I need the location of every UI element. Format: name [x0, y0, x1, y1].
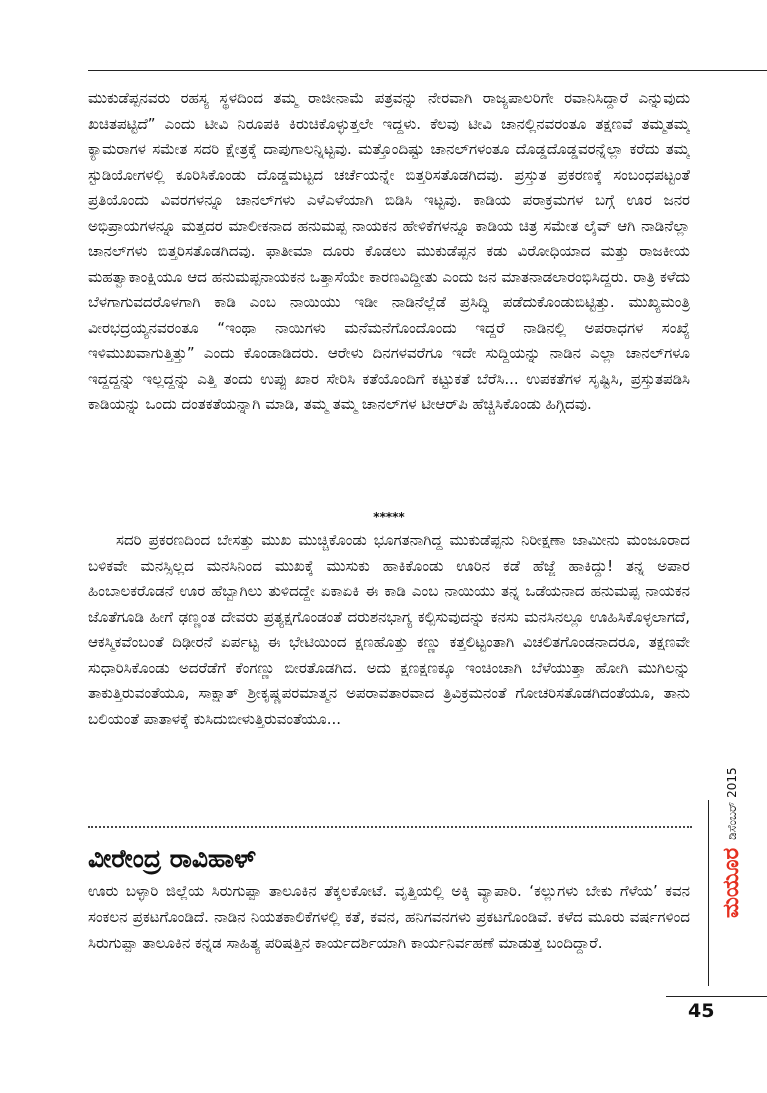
section-separator: ***** — [373, 510, 405, 524]
story-paragraph: ಸದರಿ ಪ್ರಕರಣದಿಂದ ಬೇಸತ್ತು ಮುಖ ಮುಚ್ಚಿಕೊಂಡು ಭೂಗತನಾಗಿದ್ದ ಮುಕುಡೆಪ್ಪನು ನಿರೀಕ್ಷಣಾ ಜಾಮೀನು ಮಂಜೂರಾದ ಬಳಿಕವೇ ಮನಸ್ಸಿಲ್ಲದ ಮನಸಿನಿಂದ ಮುಖಕ್ಕೆ ಮುಸುಕು ಹಾಕಿಕೊಂಡು ಊರಿನ ಕಡೆ ಹೆಜ್ಜೆ ಹಾಕಿದ್ದು! ತನ್ನ ಅಪಾರ ಹಿಂಬಾಲಕರೊಡನೆ ಊರ ಹೆಬ್ಬಾಗಿಲು ತುಳಿದದ್ದೇ ಏಕಾಏಕಿ ಈ ಕಾಡಿ ಎಂಬ ನಾಯಿಯು ತನ್ನ ಒಡೆಯನಾದ ಹನುಮಪ್ಪ ನಾಯಕನ ಜೊತೆಗೂಡಿ ಹೀಗೆ ಢಣ್ಣಂತ ದೇವರು ಪ್ರತ್ಯಕ್ಷಗೊಂಡಂತೆ ದರುಶನಭಾಗ್ಯ ಕಲ್ಪಿಸುವುದನ್ನು ಕನಸು ಮನಸಿನಲ್ಲೂ ಊಹಿಸಿಕೊಳ್ಳಲಾಗದೆ, ಆಕಸ್ಮಿಕವೆಂಬಂತೆ ದಿಢೀರನೆ ಏರ್ಪಟ್ಟ ಈ ಭೇಟಿಯಿಂದ ಕ್ಷಣಹೊತ್ತು ಕಣ್ಣು ಕತ್ತಲಿಟ್ಟಂತಾಗಿ ವಿಚಲಿತಗೊಂಡನಾದರೂ, ತಕ್ಷಣವೇ ಸುಧಾರಿಸಿಕೊಂಡು ಅದರೆಡೆಗೆ ಕೆಂಗಣ್ಣು ಬೀರತೊಡಗಿದ. ಅದು ಕ್ಷಣಕ್ಷಣಕ್ಕೂ ಇಂಚಿಂಚಾಗಿ ಬೆಳೆಯುತ್ತಾ ಹೋಗಿ ಮುಗಿಲನ್ನು ತಾಕುತ್ತಿರುವಂತೆಯೂ, ಸಾಕ್ಷಾತ್ ಶ್ರೀಕೃಷ್ಣಪರಮಾತ್ಮನ ಅಪರಾವತಾರವಾದ ತ್ರಿವಿಕ್ರಮನಂತೆ ಗೋಚರಿಸತೊಡಗಿದಂತೆಯೂ, ತಾನು ಬಲಿಯಂತೆ ಪಾತಾಳಕ್ಕೆ ಕುಸಿದುಬೀಳುತ್ತಿರುವಂತೆಯೂ... — [88, 531, 690, 728]
top-rule — [88, 70, 767, 71]
magazine-logo: ಮಯೂರ — [719, 847, 744, 918]
dotted-divider — [88, 826, 692, 828]
side-rule — [708, 800, 709, 986]
page-number: 45 — [688, 1000, 715, 1022]
author-name: ವೀರೇಂದ್ರ ರಾವಿಹಾಳ್ — [88, 844, 256, 873]
bottom-rule — [666, 996, 767, 997]
author-bio: ಊರು ಬಳ್ಳಾರಿ ಜಿಲ್ಲೆಯ ಸಿರುಗುಪ್ಪಾ ತಾಲೂಕಿನ ತೆಕ್ಕಲಕೋಟೆ. ವೃತ್ತಿಯಲ್ಲಿ ಅಕ್ಕಿ ವ್ಯಾಪಾರಿ. ‘ಕಲ್ಲುಗಳು ಬೇಕು ಗೆಳೆಯ’ ಕವನ ಸಂಕಲನ ಪ್ರಕಟಗೊಂಡಿದೆ. ನಾಡಿನ ನಿಯತಕಾಲಿಕೆಗಳಲ್ಲಿ ಕತೆ, ಕವನ, ಹನಿಗವನಗಳು ಪ್ರಕಟಗೊಂಡಿವೆ. ಕಳೆದ ಮೂರು ವರ್ಷಗಳಿಂದ ಸಿರುಗುಪ್ಪಾ ತಾಲೂಕಿನ ಕನ್ನಡ ಸಾಹಿತ್ಯ ಪರಿಷತ್ತಿನ ಕಾರ್ಯದರ್ಶಿಯಾಗಿ ಕಾರ್ಯನಿರ್ವಹಣೆ ಮಾಡುತ್ತ ಬಂದಿದ್ದಾರೆ. — [88, 882, 690, 952]
sidebar-masthead — [714, 767, 750, 918]
story-text — [88, 86, 690, 758]
story-paragraph: ಮುಕುಡೆಪ್ಪನವರು ರಹಸ್ಯ ಸ್ಥಳದಿಂದ ತಮ್ಮ ರಾಜೀನಾಮೆ ಪತ್ರವನ್ನು ನೇರವಾಗಿ ರಾಜ್ಯಪಾಲರಿಗೇ ರವಾನಿಸಿದ್ದಾರೆ ಎನ್ನುವುದು ಖಚಿತಪಟ್ಟಿದೆ” ಎಂದು ಟೀವಿ ನಿರೂಪಕಿ ಕಿರುಚಿಕೊಳ್ಳುತ್ತಲೇ ಇದ್ದಳು. ಕೆಲವು ಟೀವಿ ಚಾನಲ್ಲಿನವರಂತೂ ತಕ್ಷಣವೆ ತಮ್ಮತಮ್ಮ ಕ್ಯಾಮರಾಗಳ ಸಮೇತ ಸದರಿ ಕ್ಷೇತ್ರಕ್ಕೆ ದಾಪುಗಾಲನ್ನಿಟ್ಟವು. ಮತ್ತೊಂದಿಷ್ಟು ಚಾನಲ್‌ಗಳಂತೂ ದೊಡ್ಡದೊಡ್ಡವರನ್ನೆಲ್ಲಾ ಕರೆದು ತಮ್ಮ ಸ್ಟುಡಿಯೋಗಳಲ್ಲಿ ಕೂರಿಸಿಕೊಂಡು ದೊಡ್ಡಮಟ್ಟದ ಚರ್ಚೆಯನ್ನೇ ಬಿತ್ತರಿಸತೊಡಗಿದವು. ಪ್ರಸ್ತುತ ಪ್ರಕರಣಕ್ಕೆ ಸಂಬಂಧಪಟ್ಟಂತೆ ಪ್ರತಿಯೊಂದು ವಿವರಗಳನ್ನೂ ಚಾನಲ್‌ಗಳು ಎಳೆಎಳೆಯಾಗಿ ಬಿಡಿಸಿ ಇಟ್ಟವು. ಕಾಡಿಯ ಪರಾಕ್ರಮಗಳ ಬಗ್ಗೆ ಊರ ಜನರ ಅಭಿಪ್ರಾಯಗಳನ್ನೂ ಮತ್ತದರ ಮಾಲೀಕನಾದ ಹನುಮಪ್ಪ ನಾಯಕನ ಹೇಳಿಕೆಗಳನ್ನೂ ಕಾಡಿಯ ಚಿತ್ರ ಸಮೇತ ಲೈವ್ ಆಗಿ ನಾಡಿನೆಲ್ಲಾ ಚಾನಲ್‌ಗಳು ಬಿತ್ತರಿಸತೊಡಗಿದವು. ಫಾತೀಮಾ ದೂರು ಕೊಡಲು ಮುಕುಡೆಪ್ಪನ ಕಡು ವಿರೋಧಿಯಾದ ಮತ್ತು ರಾಜಕೀಯ ಮಹತ್ವಾಕಾಂಕ್ಷಿಯೂ ಆದ ಹನುಮಪ್ಪನಾಯಕನ ಒತ್ತಾಸೆಯೇ ಕಾರಣವಿದ್ದೀತು ಎಂದು ಜನ ಮಾತನಾಡಲಾರಂಭಿಸಿದ್ದರು. ರಾತ್ರಿ ಕಳೆದು ಬೆಳಗಾಗುವದರೊಳಗಾಗಿ ಕಾಡಿ ಎಂಬ ನಾಯಿಯು ಇಡೀ ನಾಡಿನೆಲ್ಲೆಡೆ ಪ್ರಸಿದ್ಧಿ ಪಡೆದುಕೊಂಡುಬಿಟ್ಟಿತ್ತು. ಮುಖ್ಯಮಂತ್ರಿ ವೀರಭದ್ರಯ್ಯನವರಂತೂ “ಇಂಥಾ ನಾಯಿಗಳು ಮನೆಮನೆಗೊಂದೊಂದು ಇದ್ದರೆ ನಾಡಿನಲ್ಲಿ ಅಪರಾಧಗಳ ಸಂಖ್ಯೆ ಇಳಿಮುಖವಾಗುತ್ತಿತ್ತು” ಎಂದು ಕೊಂಡಾಡಿದರು. ಆರೇಳು ದಿನಗಳವರೆಗೂ ಇದೇ ಸುದ್ದಿಯನ್ನು ನಾಡಿನ ಎಲ್ಲಾ ಚಾನಲ್‌ಗಳೂ ಇದ್ದದ್ದನ್ನು ಇಲ್ಲದ್ದನ್ನು ಎತ್ತಿ ತಂದು ಉಪ್ಪು ಖಾರ ಸೇರಿಸಿ ಕತೆಯೊಂದಿಗೆ ಕಟ್ಟುಕತೆ ಬೆರೆಸಿ... ಉಪಕತೆಗಳ ಸೃಷ್ಟಿಸಿ, ಪ್ರಸ್ತುತಪಡಿಸಿ ಕಾಡಿಯನ್ನು ಒಂದು ದಂತಕತೆಯನ್ನಾಗಿ ಮಾಡಿ, ತಮ್ಮ ತಮ್ಮ ಚಾನಲ್‌ಗಳ ಟೀಆರ್‌ಪಿ ಹೆಚ್ಚಿಸಿಕೊಂಡು ಹಿಗ್ಗಿದವು. — [88, 89, 690, 413]
issue-date: ಡಿಸೆಂಬರ್ 2015 — [724, 767, 739, 840]
